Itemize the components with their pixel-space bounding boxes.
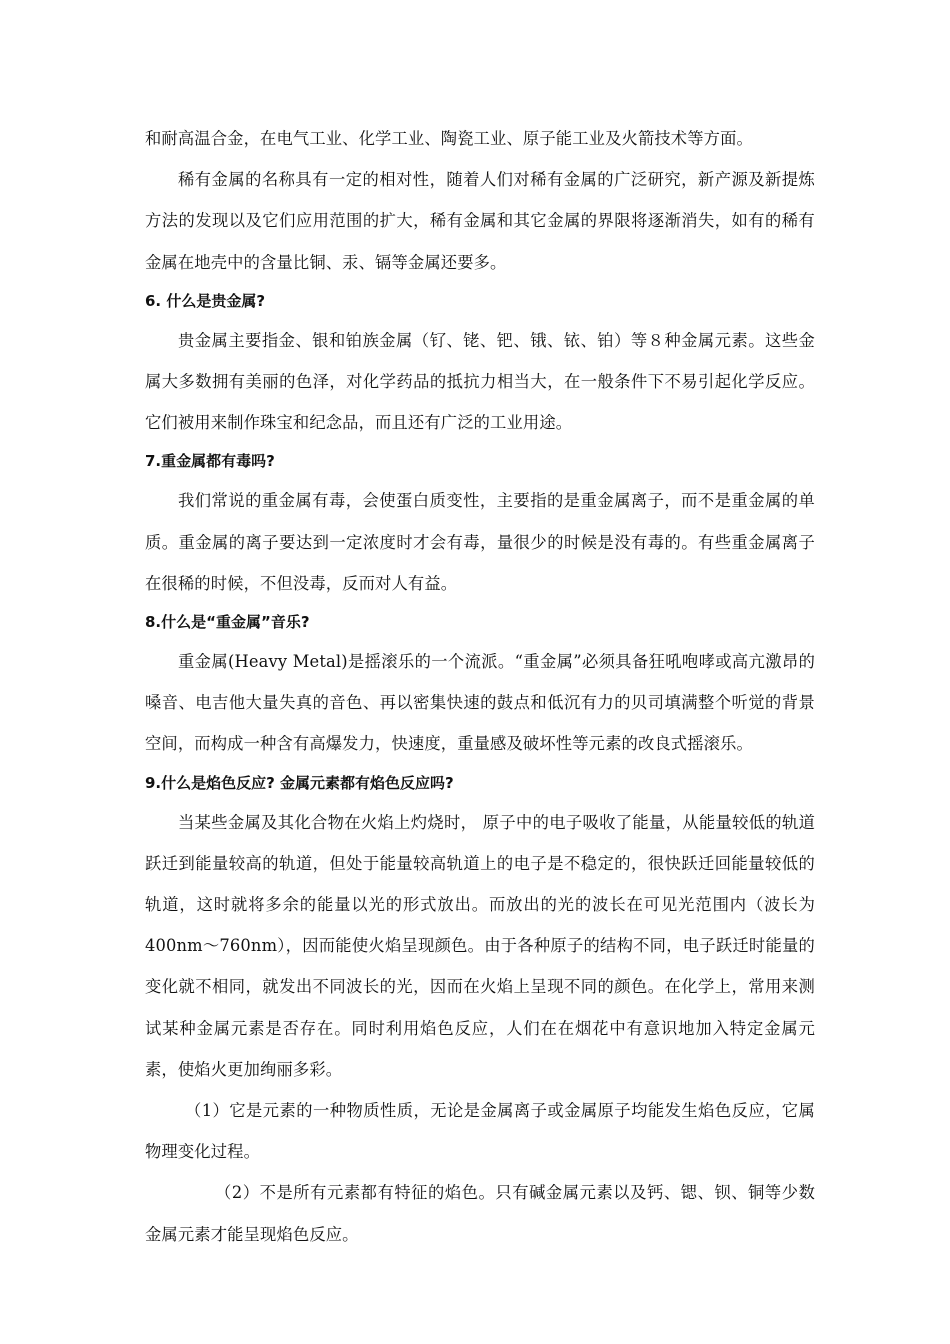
paragraph-heavy-metal-toxicity: 我们常说的重金属有毒，会使蛋白质变性，主要指的是重金属离子，而不是重金属的单质。重金属的离子要达到一定浓度时才会有毒，量很少的时候是没有毒的。有些重金属离子在很稀的时候，不但没毒，反而对人有益。: [145, 491, 815, 593]
document-page: [145, 118, 815, 1255]
paragraph-point-1: （1）它是元素的一种物质性质，无论是金属离子或金属原子均能发生焰色反应，它属物理变化过程。: [145, 1101, 815, 1162]
paragraph-continued: 和耐高温合金，在电气工业、化学工业、陶瓷工业、原子能工业及火箭技术等方面。: [145, 129, 753, 148]
heading-q8: 8.什么是“重金属”音乐?: [145, 613, 310, 632]
heading-q9: 9.什么是焰色反应? 金属元素都有焰色反应吗?: [145, 773, 454, 792]
paragraph-precious-metal: 贵金属主要指金、银和铂族金属（钌、铑、钯、锇、铱、铂）等８种金属元素。这些金属大多数拥有美丽的色泽，对化学药品的抵抗力相当大，在一般条件下不易引起化学反应。它们被用来制作珠宝和纪念品，而且还有广泛的工业用途。: [145, 330, 815, 433]
paragraph-heavy-metal-music: 重金属(Heavy Metal)是摇滚乐的一个流派。“重金属”必须具备狂吼咆哮或高亢激昂的嗓音、电吉他大量失真的音色、再以密集快速的鼓点和低沉有力的贝司填满整个听觉的背景空间，而构成一种含有高爆发力，快速度，重量感及破坏性等元素的改良式摇滚乐。: [145, 652, 815, 754]
paragraph-rare-metal-relativity: 稀有金属的名称具有一定的相对性，随着人们对稀有金属的广泛研究，新产源及新提炼方法的发现以及它们应用范围的扩大，稀有金属和其它金属的界限将逐渐消失，如有的稀有金属在地壳中的含量比铜、汞、镉等金属还要多。: [145, 170, 815, 272]
heading-q6: 6. 什么是贵金属?: [145, 291, 266, 310]
heading-q7: 7.重金属都有毒吗?: [145, 452, 275, 471]
paragraph-point-2: （2）不是所有元素都有特征的焰色。只有碱金属元素以及钙、锶、钡、铜等少数金属元素才能呈现焰色反应。: [145, 1183, 815, 1244]
paragraph-flame-reaction: 当某些金属及其化合物在火焰上灼烧时， 原子中的电子吸收了能量，从能量较低的轨道跃迁到能量较高的轨道，但处于能量较高轨道上的电子是不稳定的，很快跃迁回能量较低的轨道，这时就将多余的能量以光的形式放出。而放出的光的波长在可见光范围内（波长为400nm～760nm），因而能使火焰呈现颜色。由于各种原子的结构不同，电子跃迁时能量的变化就不相同，就发出不同波长的光，因而在火焰上呈现不同的颜色。在化学上，常用来测试某种金属元素是否存在。同时利用焰色反应，人们在在烟花中有意识地加入特定金属元素，使焰火更加绚丽多彩。: [145, 812, 815, 1079]
